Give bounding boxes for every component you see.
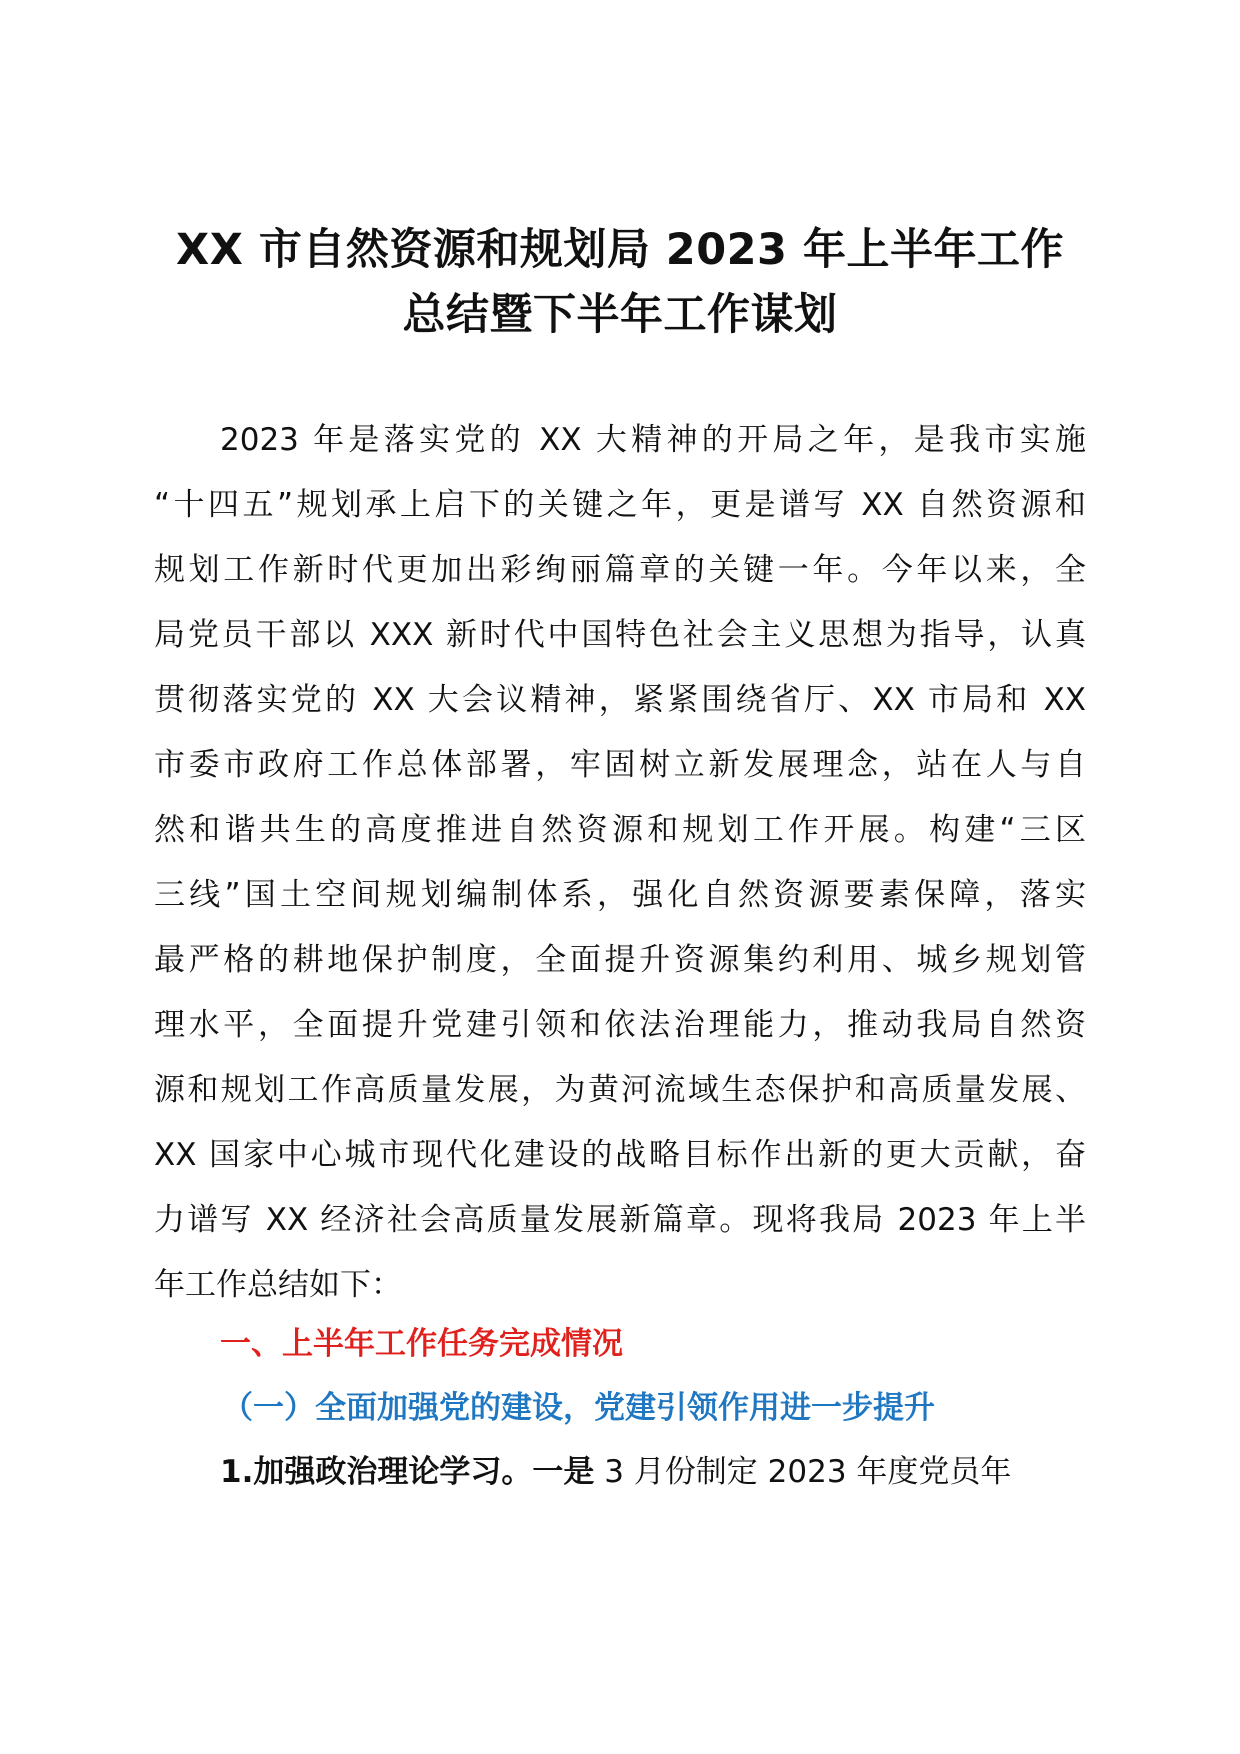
point-text: 3 月份制定 2023 年度党员年 <box>594 1454 1012 1490</box>
intro-line: 贯彻落实党的 XX 大会议精神，紧紧围绕省厅、XX 市局和 XX <box>154 682 1086 718</box>
intro-line: 三线”国土空间规划编制体系，强化自然资源要素保障，落实 <box>154 877 1086 913</box>
subsection-heading: （一）全面加强党的建设，党建引领作用进一步提升 <box>222 1390 935 1426</box>
intro-line: 年工作总结如下： <box>154 1267 402 1303</box>
intro-line: XX 国家中心城市现代化建设的战略目标作出新的更大贡献，奋 <box>154 1137 1086 1173</box>
intro-line: 力谱写 XX 经济社会高质量发展新篇章。现将我局 2023 年上半 <box>154 1202 1086 1238</box>
intro-line: 然和谐共生的高度推进自然资源和规划工作开展。构建“三区 <box>154 812 1086 848</box>
intro-line: 2023 年是落实党的 XX 大精神的开局之年，是我市实施 <box>220 422 1086 458</box>
point-lead: 1.加强政治理论学习。一是 <box>220 1454 595 1490</box>
title-line-2: 总结暨下半年工作谋划 <box>402 290 838 340</box>
intro-paragraph <box>154 408 1086 1318</box>
intro-line: 最严格的耕地保护制度，全面提升资源集约利用、城乡规划管 <box>154 942 1086 978</box>
intro-line: 理水平，全面提升党建引领和依法治理能力，推动我局自然资 <box>154 1007 1086 1043</box>
point-paragraph <box>154 1440 1086 1505</box>
section-heading: 一、上半年工作任务完成情况 <box>220 1326 623 1362</box>
intro-line: 规划工作新时代更加出彩绚丽篇章的关键一年。今年以来，全 <box>154 552 1086 588</box>
title-line-1: XX 市自然资源和规划局 2023 年上半年工作 <box>176 225 1064 275</box>
intro-line: 局党员干部以 XXX 新时代中国特色社会主义思想为指导，认真 <box>154 617 1086 653</box>
intro-line: “十四五”规划承上启下的关键之年，更是谱写 XX 自然资源和 <box>154 487 1086 523</box>
intro-line: 源和规划工作高质量发展，为黄河流域生态保护和高质量发展、 <box>154 1072 1086 1108</box>
document-title <box>150 218 1090 348</box>
intro-line: 市委市政府工作总体部署，牢固树立新发展理念，站在人与自 <box>154 747 1086 783</box>
